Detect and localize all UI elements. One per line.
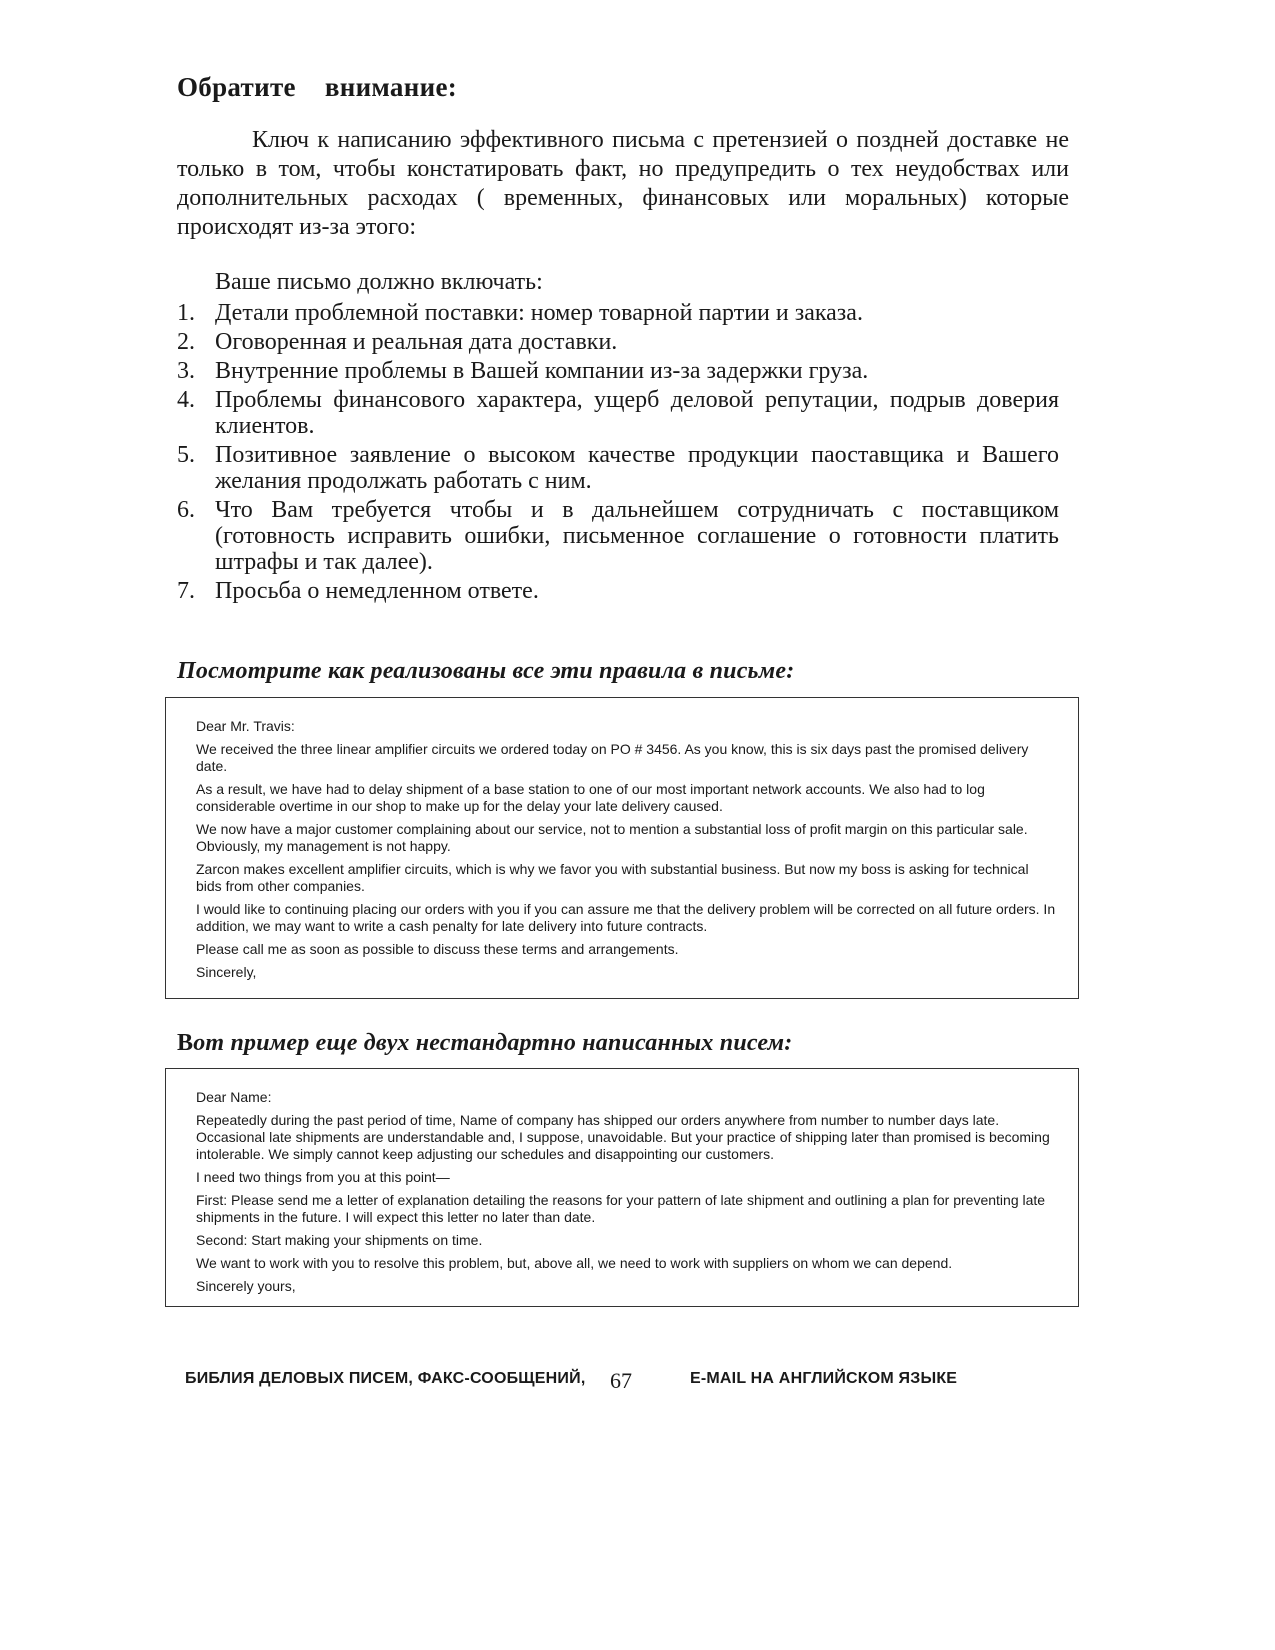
list-item bbox=[177, 300, 1059, 326]
list-item bbox=[177, 578, 1059, 604]
letter-paragraph: Please call me as soon as possible to discuss these terms and arrangements. bbox=[196, 941, 679, 957]
more-examples-heading-initial: В bbox=[177, 1030, 194, 1056]
list-item-text: Проблемы финансового характера, ущерб деловой репутации, подрыв доверия клиентов. bbox=[215, 387, 1059, 439]
list-item bbox=[177, 442, 1059, 494]
list-item-number: 2. bbox=[177, 329, 195, 355]
list-item bbox=[177, 387, 1059, 439]
footer-book-title: БИБЛИЯ ДЕЛОВЫХ ПИСЕМ, ФАКС-СООБЩЕНИЙ, bbox=[185, 1370, 586, 1387]
letter-paragraph: We received the three linear amplifier circuits we ordered today on PO # 3456. As you know, this is six days past the promised delivery date. bbox=[196, 741, 1029, 774]
list-item-text: Что Вам требуется чтобы и в дальнейшем сотрудничать с поставщиком (готовность исправить ошибки, письменное соглашение о готовности платить штрафы и так далее). bbox=[215, 497, 1059, 575]
letter-paragraph: I would like to continuing placing our orders with you if you can assure me that the delivery problem will be corrected on all future orders. In addition, we may want to write a cash penalty for late delivery into future contracts. bbox=[196, 901, 1056, 934]
page-number: 67 bbox=[610, 1368, 632, 1393]
list-item-text: Внутренние проблемы в Вашей компании из-за задержки груза. bbox=[215, 358, 869, 384]
more-examples-heading-rest: от пример еще двух нестандартно написанных писем: bbox=[193, 1030, 793, 1056]
list-lead: Ваше письмо должно включать: bbox=[215, 269, 543, 295]
letter-closing: Sincerely, bbox=[196, 964, 257, 980]
letter-paragraph: We want to work with you to resolve this problem, but, above all, we need to work with suppliers on whom we can depend. bbox=[196, 1255, 953, 1271]
letter-paragraph: As a result, we have had to delay shipment of a base station to one of our most important network accounts. We also had to log considerable overtime in our shop to make up for the delay your late delivery caused. bbox=[196, 781, 985, 814]
letter-paragraph: Repeatedly during the past period of time, Name of company has shipped our orders anywhere from number to number days late. Occasional late shipments are understandable and, I suppose, unavoidable. But your practice of shipping later than promised is becoming intolerable. We simply cannot keep adjusting our schedules and disappointing our customers. bbox=[196, 1112, 1050, 1162]
list-item-text: Оговоренная и реальная дата доставки. bbox=[215, 329, 618, 355]
list-item-number: 7. bbox=[177, 578, 195, 604]
letter-paragraph: I need two things from you at this point— bbox=[196, 1169, 450, 1185]
list-item bbox=[177, 497, 1059, 575]
list-item-number: 3. bbox=[177, 358, 195, 384]
list-item-number: 1. bbox=[177, 300, 195, 326]
list-item-number: 4. bbox=[177, 387, 195, 413]
page-heading: Обратите внимание: bbox=[177, 72, 458, 102]
example-heading: Посмотрите как реализованы все эти правила в письме: bbox=[177, 658, 795, 684]
list-item-text: Просьба о немедленном ответе. bbox=[215, 578, 539, 604]
requirements-list bbox=[177, 300, 1059, 607]
second-letter-box bbox=[165, 1068, 1079, 1307]
example-letter-box bbox=[165, 697, 1079, 999]
letter-salutation: Dear Mr. Travis: bbox=[196, 718, 295, 734]
list-item-text: Детали проблемной поставки: номер товарной партии и заказа. bbox=[215, 300, 863, 326]
list-item bbox=[177, 329, 1059, 355]
letter-closing: Sincerely yours, bbox=[196, 1278, 296, 1294]
letter-paragraph: We now have a major customer complaining about our service, not to mention a substantial loss of profit margin on this particular sale. Obviously, my management is not happy. bbox=[196, 821, 1028, 854]
list-item-text: Позитивное заявление о высоком качестве продукции паоставщика и Вашего желания продолжать работать с ним. bbox=[215, 442, 1059, 494]
footer-book-subtitle: E-MAIL НА АНГЛИЙСКОМ ЯЗЫКЕ bbox=[690, 1370, 958, 1387]
list-item-number: 5. bbox=[177, 442, 195, 468]
letter-paragraph: First: Please send me a letter of explanation detailing the reasons for your pattern of late shipment and outlining a plan for preventing late shipments in the future. I will expect this letter no later than date. bbox=[196, 1192, 1046, 1225]
letter-paragraph: Zarcon makes excellent amplifier circuits, which is why we favor you with substantial business. But now my boss is asking for technical bids from other companies. bbox=[196, 861, 1029, 894]
letter-paragraph: Second: Start making your shipments on time. bbox=[196, 1232, 483, 1248]
list-item bbox=[177, 358, 1059, 384]
intro-paragraph: Ключ к написанию эффективного письма с претензией о поздней доставке не только в том, чтобы констатировать факт, но предупредить о тех неудобствах или дополнительных расходах ( временных, финансовых или моральных) которые происходят из-за этого: bbox=[177, 127, 1069, 240]
letter-salutation: Dear Name: bbox=[196, 1089, 272, 1105]
list-item-number: 6. bbox=[177, 497, 195, 523]
more-examples-heading bbox=[177, 1030, 793, 1057]
